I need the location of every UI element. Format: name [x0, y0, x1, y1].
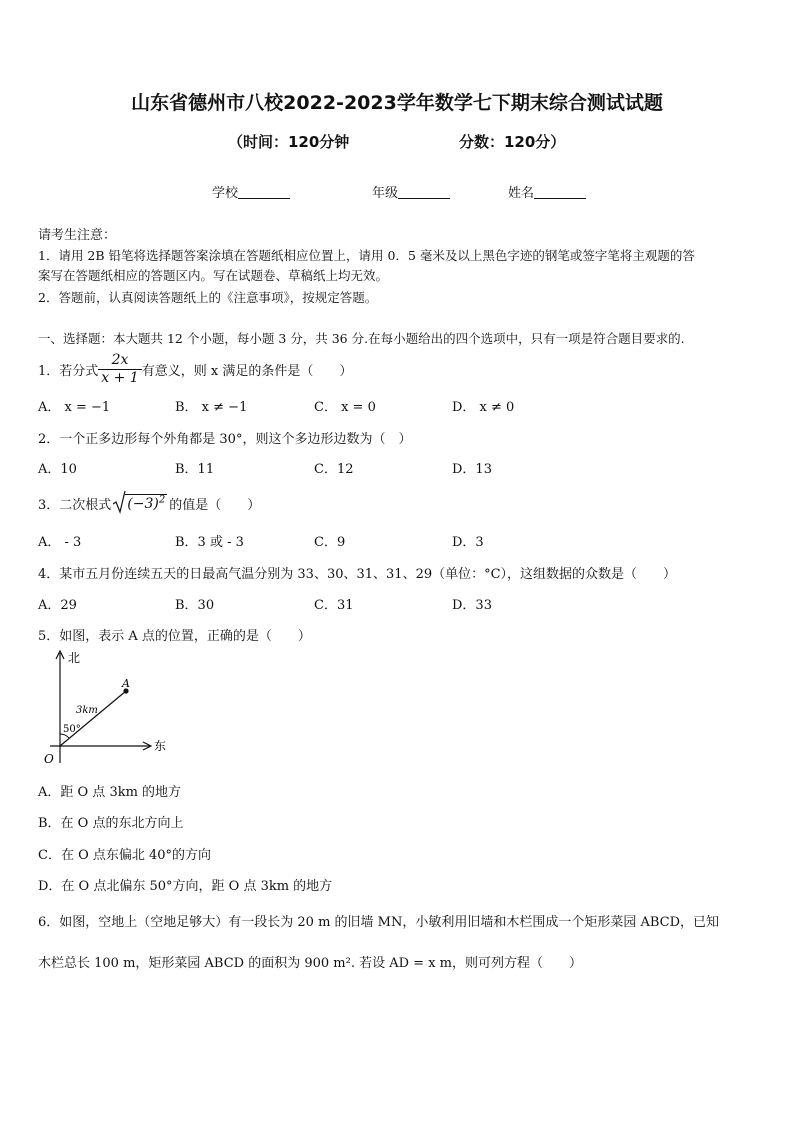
- q3-suffix: 的值是（ ）: [169, 497, 261, 513]
- q1-denominator: x + 1: [101, 369, 139, 386]
- notes-line-1a: 1．请用 2B 铅笔将选择题答案涂填在答题纸相应位置上，请用 0．5 毫米及以上黑色字迹的钢笔或签字笔将主观题的答: [38, 248, 695, 263]
- name-label: 姓名: [508, 186, 535, 201]
- question-2: 2．一个正多边形每个外角都是 30°，则这个多边形边数为（ ）: [38, 432, 412, 447]
- origin-label: O: [44, 752, 54, 766]
- q4-option-b: B．30: [175, 598, 215, 613]
- q2-option-c: C．12: [314, 462, 354, 477]
- q3-radical: [113, 494, 167, 512]
- q5-option-c: C．在 O 点东偏北 40°的方向: [38, 848, 212, 863]
- ray-oa: [60, 691, 126, 746]
- q3-option-d: D．3: [452, 535, 484, 550]
- exam-score: 分数：120分）: [459, 133, 566, 151]
- q3-radicand: (−3): [127, 495, 159, 512]
- q1-fraction: [98, 352, 141, 387]
- q5-option-d: D．在 O 点北偏东 50°方向，距 O 点 3km 的地方: [38, 879, 333, 894]
- q3-prefix: 3．二次根式: [38, 497, 112, 513]
- question-3: [38, 488, 260, 518]
- q2-option-b: B．11: [175, 462, 215, 477]
- q1-prefix: 1．若分式: [38, 363, 99, 379]
- q1-numerator: 2x: [98, 352, 141, 370]
- school-label: 学校: [212, 186, 239, 201]
- exam-title: 山东省德州市八校2022-2023学年数学七下期末综合测试试题: [131, 92, 663, 114]
- q1-option-a: A． x = −1: [38, 400, 111, 415]
- angle-label: 50°: [63, 724, 81, 735]
- notes-line-2: 2．答题前，认真阅读答题纸上的《注意事项》，按规定答题。: [38, 290, 378, 305]
- name-field: [508, 182, 586, 201]
- q3-option-b: B．3 或 - 3: [175, 535, 244, 550]
- north-label: 北: [68, 651, 81, 665]
- q4-option-c: C．31: [314, 598, 354, 613]
- direction-diagram: [30, 645, 180, 770]
- radical-sign-icon: [113, 490, 126, 514]
- point-a-label: A: [122, 677, 130, 690]
- section-1-heading: 一、选择题：本大题共 12 个小题，每小题 3 分，共 36 分.在每小题给出的四个选项中，只有一项是符合题目要求的.: [38, 331, 685, 346]
- q1-suffix: 有意义，则 x 满足的条件是（ ）: [141, 363, 353, 379]
- q5-option-b: B．在 O 点的东北方向上: [38, 816, 184, 831]
- grade-field: [372, 182, 450, 201]
- school-blank: [238, 186, 290, 199]
- q1-option-b: B． x ≠ −1: [175, 400, 248, 415]
- school-field: [212, 182, 290, 201]
- exam-time: （时间：120分钟: [228, 133, 350, 151]
- q5-option-a: A．距 O 点 3km 的地方: [38, 785, 182, 800]
- q3-exponent: 2: [158, 494, 166, 506]
- question-6-line-1: 6．如图，空地上（空地足够大）有一段长为 20 m 的旧墙 MN，小敏利用旧墙和木栏围成一个矩形菜园 ABCD，已知: [38, 915, 720, 930]
- question-6-line-2: 木栏总长 100 m，矩形菜园 ABCD 的面积为 900 m². 若设 AD = x m，则可列方程（ ）: [38, 956, 582, 971]
- grade-blank: [398, 186, 450, 199]
- east-label: 东: [154, 739, 167, 753]
- question-1: [38, 349, 352, 389]
- question-4: 4．某市五月份连续五天的日最高气温分别为 33、30、31、31、29（单位：°C），这组数据的众数是（ ）: [38, 567, 677, 582]
- notes-heading: 请考生注意：: [38, 228, 117, 243]
- q3-option-c: C．9: [314, 535, 346, 550]
- distance-label: 3km: [76, 705, 98, 716]
- q1-option-c: C． x = 0: [314, 400, 376, 415]
- notes-line-1b: 案写在答题纸相应的答题区内。写在试题卷、草稿纸上均无效。: [38, 268, 389, 283]
- name-blank: [534, 186, 586, 199]
- grade-label: 年级: [372, 186, 399, 201]
- q1-option-d: D． x ≠ 0: [452, 400, 515, 415]
- question-5: 5．如图，表示 A 点的位置，正确的是（ ）: [38, 629, 311, 644]
- q3-option-a: A． - 3: [38, 535, 82, 550]
- q4-option-d: D．33: [452, 598, 492, 613]
- q2-option-a: A．10: [38, 462, 77, 477]
- q4-option-a: A．29: [38, 598, 77, 613]
- q2-option-d: D．13: [452, 462, 492, 477]
